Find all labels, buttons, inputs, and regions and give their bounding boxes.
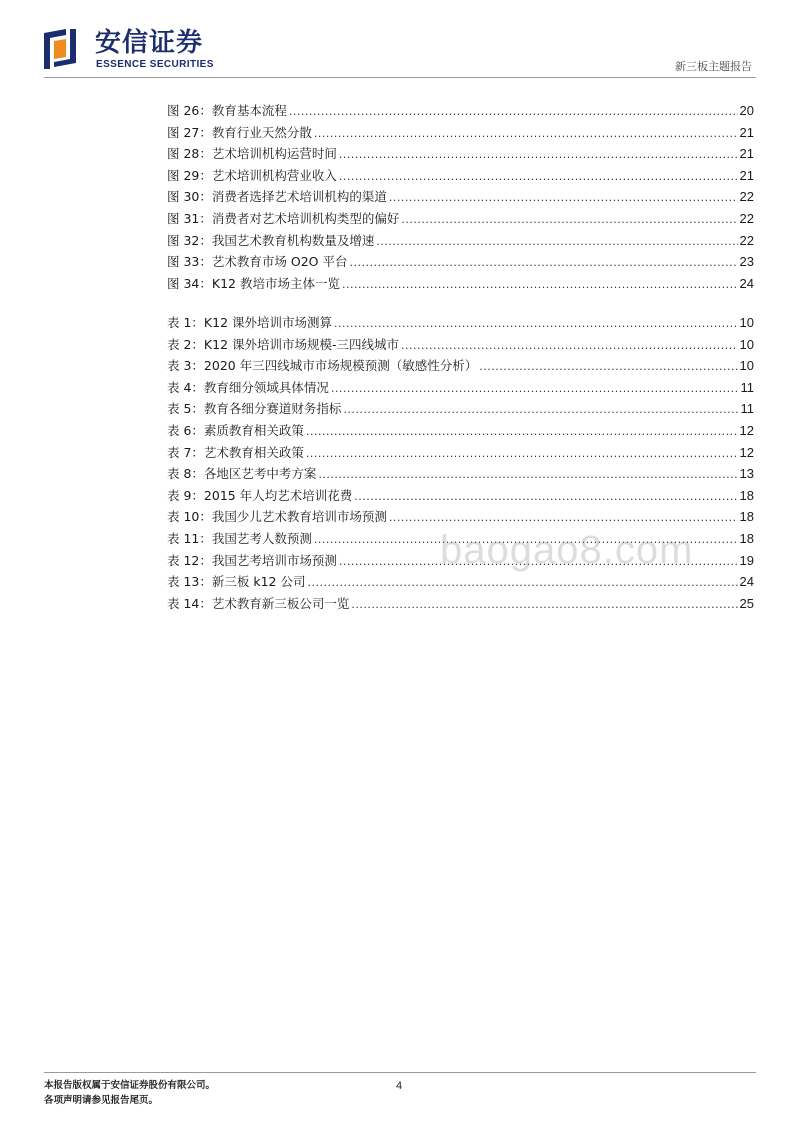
toc-entry-label: 表 13：新三板 k12 公司 <box>167 574 306 590</box>
toc-entry-label: 表 11：我国艺考人数预测 <box>167 530 312 546</box>
report-type-title: 新三板主题报告 <box>675 60 752 73</box>
dot-leader <box>389 187 738 209</box>
toc-entry-page: 10 <box>739 358 754 374</box>
toc-entry[interactable] <box>167 463 754 485</box>
toc-entry-page: 10 <box>739 315 754 330</box>
toc-entry-label: 表 9：2015 年人均艺术培训花费 <box>167 487 353 503</box>
toc-entry[interactable] <box>167 506 754 528</box>
toc-entry-label: 图 31：消费者对艺术培训机构类型的偏好 <box>167 210 400 226</box>
toc-entry[interactable] <box>167 122 754 144</box>
disclaimer-notice: 各项声明请参见报告尾页。 <box>44 1095 159 1106</box>
toc-entry[interactable] <box>167 230 754 252</box>
dot-leader <box>334 313 738 335</box>
toc-entry-page: 22 <box>739 189 754 205</box>
toc-entry[interactable] <box>167 143 754 165</box>
toc-entry-label: 表 5：教育各细分赛道财务指标 <box>167 401 342 417</box>
toc-entry[interactable] <box>167 420 754 442</box>
toc-entry-label: 表 3：2020 年三四线城市市场规模预测（敏感性分析） <box>167 358 478 374</box>
dot-leader <box>331 378 739 400</box>
toc-entry[interactable] <box>167 100 754 122</box>
toc-entry-page: 20 <box>739 103 754 118</box>
toc-entry-page: 21 <box>739 146 754 162</box>
toc-entry[interactable] <box>167 273 754 295</box>
copyright-notice: 本报告版权属于安信证券股份有限公司。 <box>44 1080 216 1091</box>
toc-entry-page: 18 <box>739 509 754 525</box>
dot-leader <box>289 101 738 123</box>
toc-entry-label: 表 6：素质教育相关政策 <box>167 422 304 438</box>
toc-entry[interactable] <box>167 398 754 420</box>
toc-entry-page: 24 <box>739 574 754 590</box>
page-header <box>0 0 800 80</box>
dot-leader <box>306 443 738 465</box>
logo-english-name: ESSENCE SECURITIES <box>96 59 214 70</box>
toc-entry[interactable] <box>167 334 754 356</box>
toc-entry-label: 图 30：消费者选择艺术培训机构的渠道 <box>167 189 387 205</box>
toc-entry[interactable] <box>167 251 754 273</box>
toc-entry[interactable] <box>167 377 754 399</box>
toc-entry[interactable] <box>167 186 754 208</box>
toc-entry-page: 12 <box>739 444 754 460</box>
toc-entry-label: 表 7：艺术教育相关政策 <box>167 444 304 460</box>
toc-entry-page: 21 <box>739 124 754 140</box>
toc-entry-page: 22 <box>739 210 754 226</box>
toc-entry-page: 18 <box>739 530 754 546</box>
dot-leader <box>349 252 737 274</box>
toc-entry-page: 24 <box>739 275 754 291</box>
toc-entry-label: 表 8：各地区艺考中考方案 <box>167 466 317 482</box>
watermark: baogao8.com <box>440 528 694 572</box>
toc-entry[interactable] <box>167 165 754 187</box>
toc-entry[interactable] <box>167 208 754 230</box>
dot-leader <box>339 144 738 166</box>
toc-entry[interactable] <box>167 593 754 615</box>
toc-entry-page: 13 <box>739 466 754 482</box>
dot-leader <box>401 335 738 357</box>
logo-chinese-name: 安信证券 <box>95 28 204 58</box>
toc-entry-page: 11 <box>740 401 754 417</box>
dot-leader <box>306 421 738 443</box>
toc-entry-page: 22 <box>739 232 754 248</box>
footer-notes <box>44 1078 215 1108</box>
toc-entry[interactable] <box>167 312 754 334</box>
toc-entry-label: 表 14：艺术教育新三板公司一览 <box>167 595 350 611</box>
footer-divider <box>44 1072 756 1073</box>
figure-list <box>167 100 754 294</box>
dot-leader <box>351 594 737 616</box>
toc-entry-label: 图 33：艺术教育市场 O2O 平台 <box>167 254 348 270</box>
dot-leader <box>376 231 737 253</box>
dot-leader <box>314 123 738 145</box>
toc-entry[interactable] <box>167 355 754 377</box>
toc-entry-label: 表 1：K12 课外培训市场测算 <box>167 315 333 330</box>
toc-entry-label: 图 32：我国艺术教育机构数量及增速 <box>167 232 375 248</box>
dot-leader <box>354 486 737 508</box>
dot-leader <box>479 356 737 378</box>
essence-logo-icon <box>44 29 82 69</box>
toc-entry-label: 图 29：艺术培训机构营业收入 <box>167 167 337 183</box>
toc-entry-label: 表 2：K12 课外培训市场规模-三四线城市 <box>167 336 400 352</box>
toc-entry-label: 图 28：艺术培训机构运营时间 <box>167 146 337 162</box>
toc-entry-page: 19 <box>739 552 754 568</box>
dot-leader <box>401 209 737 231</box>
toc-entry-label: 表 12：我国艺考培训市场预测 <box>167 552 337 568</box>
toc-entry-page: 23 <box>739 254 754 270</box>
page-number: 4 <box>396 1080 403 1092</box>
dot-leader <box>343 399 738 421</box>
toc-entry[interactable] <box>167 442 754 464</box>
toc-entry-page: 21 <box>739 167 754 183</box>
toc-entry[interactable] <box>167 571 754 593</box>
dot-leader <box>342 274 738 296</box>
header-divider <box>44 77 756 78</box>
toc-entry-label: 表 10：我国少儿艺术教育培训市场预测 <box>167 509 387 525</box>
toc-entry-page: 10 <box>739 336 754 352</box>
toc-entry-page: 18 <box>739 487 754 503</box>
toc-entry-label: 表 4：教育细分领域具体情况 <box>167 379 329 395</box>
toc-entry-page: 25 <box>739 595 754 611</box>
dot-leader <box>307 572 737 594</box>
toc-entry-label: 图 26：教育基本流程 <box>167 103 287 118</box>
toc-entry-page: 12 <box>739 422 754 438</box>
toc-entry-label: 图 27：教育行业天然分散 <box>167 124 312 140</box>
dot-leader <box>318 464 737 486</box>
toc-entry-label: 图 34：K12 教培市场主体一览 <box>167 275 340 291</box>
toc-entry-page: 11 <box>740 379 754 395</box>
dot-leader <box>339 166 738 188</box>
toc-entry[interactable] <box>167 485 754 507</box>
